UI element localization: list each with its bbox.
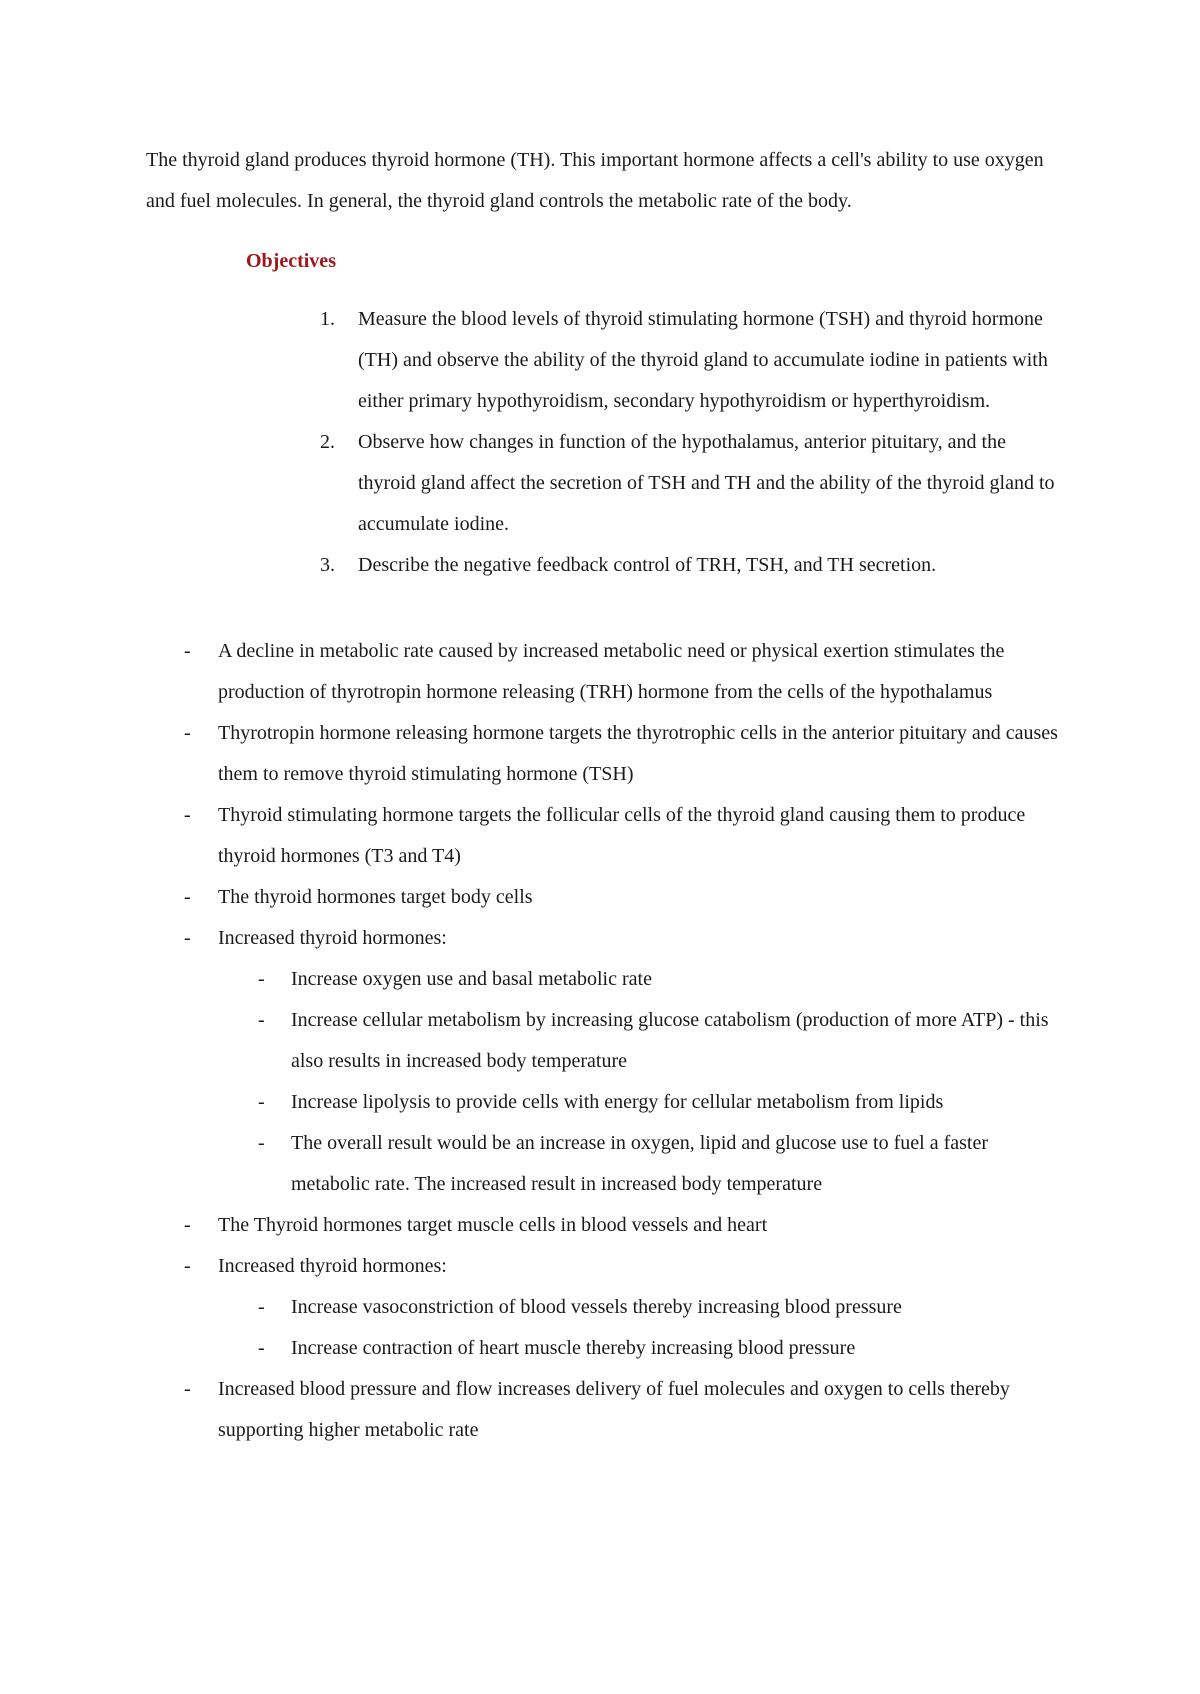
objective-text: Observe how changes in function of the hypothalamus, anterior pituitary, and the thyroid gland affect the secretion of TSH and TH and the ability of the thyroid gland to accumulate iodine. [358,431,1055,535]
nested-list-item [180,1287,1060,1369]
bullet-text: Increased thyroid hormones: [218,1255,447,1277]
objective-item [300,299,1060,422]
sub-list-item [218,1328,1060,1369]
bullet-text: Thyroid stimulating hormone targets the follicular cells of the thyroid gland causing them to produce thyroid hormones (T3 and T4) [218,804,1026,867]
objectives-heading: Objectives [246,250,336,272]
objective-text: Measure the blood levels of thyroid stimulating hormone (TSH) and thyroid hormone (TH) and observe the ability of the thyroid gland to accumulate iodine in patients with either primary hypothyroidism, secondary hypothyroidism or hyperthyroidism. [358,308,1048,412]
objective-item [300,545,1060,586]
bullet-dash: - [184,886,191,908]
objectives-list [300,299,1060,586]
bullet-text: The Thyroid hormones target muscle cells in blood vessels and heart [218,1214,768,1236]
list-item [180,1205,1060,1246]
nested-list-item [180,959,1060,1205]
sub-bullet-text: Increase oxygen use and basal metabolic rate [291,968,652,990]
bullet-dash: - [184,804,191,826]
sub-list-item [218,1123,1060,1205]
intro-paragraph: The thyroid gland produces thyroid hormone (TH). This important hormone affects a cell's ability to use oxygen and fuel molecules. In general, the thyroid gland controls the metabolic rate of the body. [146,149,1044,212]
sub-list-item [218,1000,1060,1082]
bullet-dash: - [184,1214,191,1236]
objective-number: 1. [320,308,335,330]
bullet-text: Increased blood pressure and flow increases delivery of fuel molecules and oxygen to cells thereby supporting higher metabolic rate [218,1378,1010,1441]
bullet-dash: - [184,1255,191,1277]
bullet-dash: - [258,968,265,990]
sub-list-item [218,1287,1060,1328]
objective-item [300,422,1060,545]
sub-bullet-text: Increase vasoconstriction of blood vessels thereby increasing blood pressure [291,1296,902,1318]
sub-bullet-text: Increase cellular metabolism by increasing glucose catabolism (production of more ATP) - this also results in increased body temperature [291,1009,1049,1072]
bullet-dash: - [258,1009,265,1031]
bullet-dash: - [258,1337,265,1359]
sub-bullet-text: Increase contraction of heart muscle thereby increasing blood pressure [291,1337,856,1359]
nested-list [218,1287,1060,1369]
sub-bullet-text: Increase lipolysis to provide cells with energy for cellular metabolism from lipids [291,1091,944,1113]
list-item [180,918,1060,959]
sub-bullet-text: The overall result would be an increase in oxygen, lipid and glucose use to fuel a faster metabolic rate. The increased result in increased body temperature [291,1132,988,1195]
bullet-dash: - [184,722,191,744]
bullet-dash: - [184,927,191,949]
list-item [180,1246,1060,1287]
bullet-text: The thyroid hormones target body cells [218,886,533,908]
bullet-text: Thyrotropin hormone releasing hormone targets the thyrotrophic cells in the anterior pituitary and causes them to remove thyroid stimulating hormone (TSH) [218,722,1058,785]
bullet-text: A decline in metabolic rate caused by increased metabolic need or physical exertion stimulates the production of thyrotropin hormone releasing (TRH) hormone from the cells of the hypothalamus [218,640,1005,703]
sub-list-item [218,1082,1060,1123]
list-item [180,877,1060,918]
list-item [180,713,1060,795]
bullet-dash: - [258,1091,265,1113]
summary-bullet-list [180,631,1060,1451]
objective-text: Describe the negative feedback control of TRH, TSH, and TH secretion. [358,554,937,576]
bullet-dash: - [184,640,191,662]
bullet-dash: - [184,1378,191,1400]
objective-number: 3. [320,554,335,576]
nested-list [218,959,1060,1205]
bullet-dash: - [258,1132,265,1154]
list-item [180,631,1060,713]
bullet-dash: - [258,1296,265,1318]
sub-list-item [218,959,1060,1000]
list-item [180,1369,1060,1451]
list-item [180,795,1060,877]
objective-number: 2. [320,431,335,453]
bullet-text: Increased thyroid hormones: [218,927,447,949]
